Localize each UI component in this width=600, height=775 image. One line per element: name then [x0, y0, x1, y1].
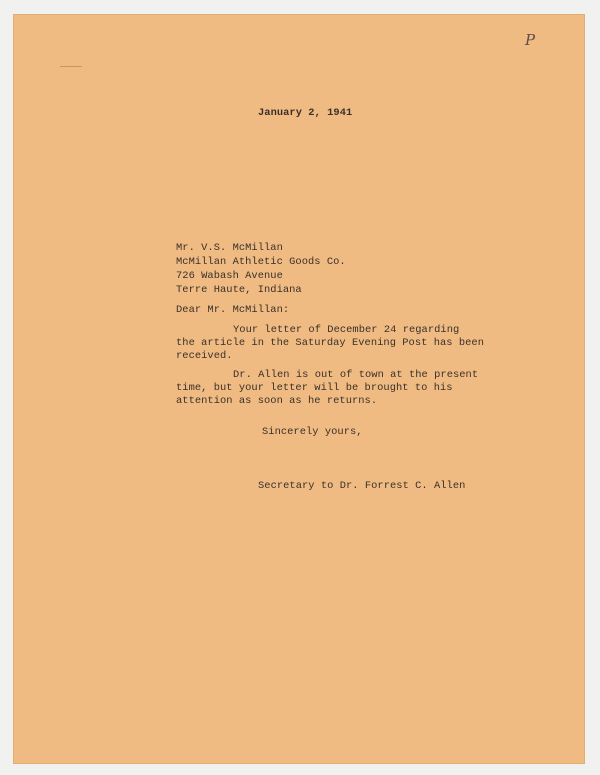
paragraph-1-line-2: the article in the Saturday Evening Post has been [176, 337, 484, 349]
handwritten-corner-mark: P [525, 31, 536, 49]
margin-pencil-mark [60, 66, 82, 67]
closing: Sincerely yours, [262, 426, 363, 438]
address-line-2: McMillan Athletic Goods Co. [176, 256, 346, 268]
paragraph-1-line-3: received. [176, 350, 233, 362]
paragraph-1-line-1: Your letter of December 24 regarding [233, 324, 460, 336]
letter-page [13, 14, 585, 764]
paragraph-2-line-3: attention as soon as he returns. [176, 395, 378, 407]
paragraph-2-line-1: Dr. Allen is out of town at the present [233, 369, 479, 381]
address-line-1: Mr. V.S. McMillan [176, 242, 283, 254]
signature-line: Secretary to Dr. Forrest C. Allen [258, 480, 466, 492]
salutation: Dear Mr. McMillan: [176, 304, 290, 316]
letter-date: January 2, 1941 [258, 107, 353, 119]
address-line-3: 726 Wabash Avenue [176, 270, 283, 282]
address-line-4: Terre Haute, Indiana [176, 284, 302, 296]
paragraph-2-line-2: time, but your letter will be brought to his [176, 382, 453, 394]
